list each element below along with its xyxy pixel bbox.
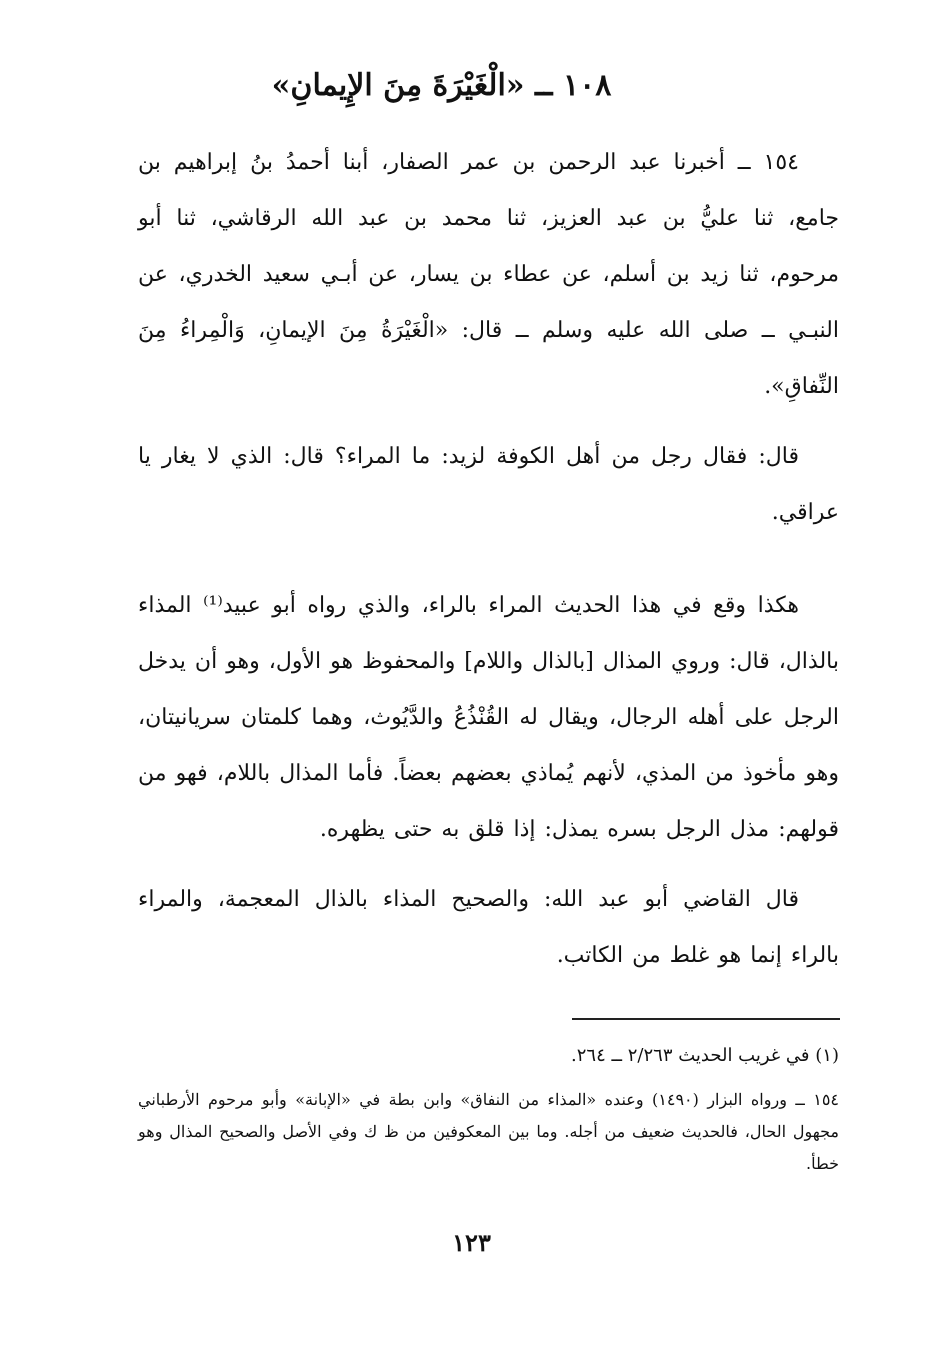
footnote-divider — [572, 1018, 840, 1020]
paragraph-explanation: هكذا وقع في هذا الحديث المراء بالراء، والذي رواه أبو عبيد⁽¹⁾ المذاء بالذال، قال: وروي المذال [بالذال واللام] والمحفوظ هو الأول، وهو أن يدخل الرجل على أهله الرجال، ويقال له القُنْذُعُ والدَّيُوث، وهما كلمتان سريانيتان، وهو مأخوذ من المذي، لأنهم يُماذي بعضهم بعضاً. فأما المذال باللام، فهو من قولهم: مذل الرجل بسره يمذل: إذا قلق به حتى يظهره. — [138, 593, 839, 842]
footnote-hadith-154: ١٥٤ ــ ورواه البزار (١٤٩٠) وعنده «المذاء من النفاق» وابن بطة في «الإبانة» وأبو مرحوم الأرطباني مجهول الحال، فالحديث ضعيف من أجله. وما بين المعكوفين من ظ ك وفي الأصل والصحيح المذال وهو خطأ. — [138, 1090, 839, 1173]
paragraph-hadith-154: ١٥٤ ــ أخبرنا عبد الرحمن بن عمر الصفار، أبنا أحمدُ بنُ إبراهيم بن جامع، ثنا عليُّ بن عبد العزيز، ثنا محمد بن عبد الله الرقاشي، ثنا أبو مرحوم، ثنا زيد بن أسلم، عن عطاء بن يسار، عن أبـي سعيد الخدري، عن النبـي ــ صلى الله عليه وسلم ــ قال: «الْغَيْرَةُ مِنَ الإيمانِ، وَالْمِراءُ مِنَ النِّفاقِ». — [138, 150, 839, 399]
paragraph-question: قال: فقال رجل من أهل الكوفة لزيد: ما المراء؟ قال: الذي لا يغار يا عراقي. — [138, 444, 839, 525]
page-header-title: ١٠٨ ــ «الْغَيْرَةَ مِنَ الإِيمانِ» — [271, 68, 612, 103]
paragraph-qadi-comment: قال القاضي أبو عبد الله: والصحيح المذاء بالذال المعجمة، والمراء بالراء إنما هو غلط من الكاتب. — [138, 887, 839, 968]
page-number: ١٢٣ — [452, 1228, 491, 1257]
footnote-1: (١) في غريب الحديث ٢/٢٦٣ ــ ٢٦٤. — [571, 1045, 839, 1066]
